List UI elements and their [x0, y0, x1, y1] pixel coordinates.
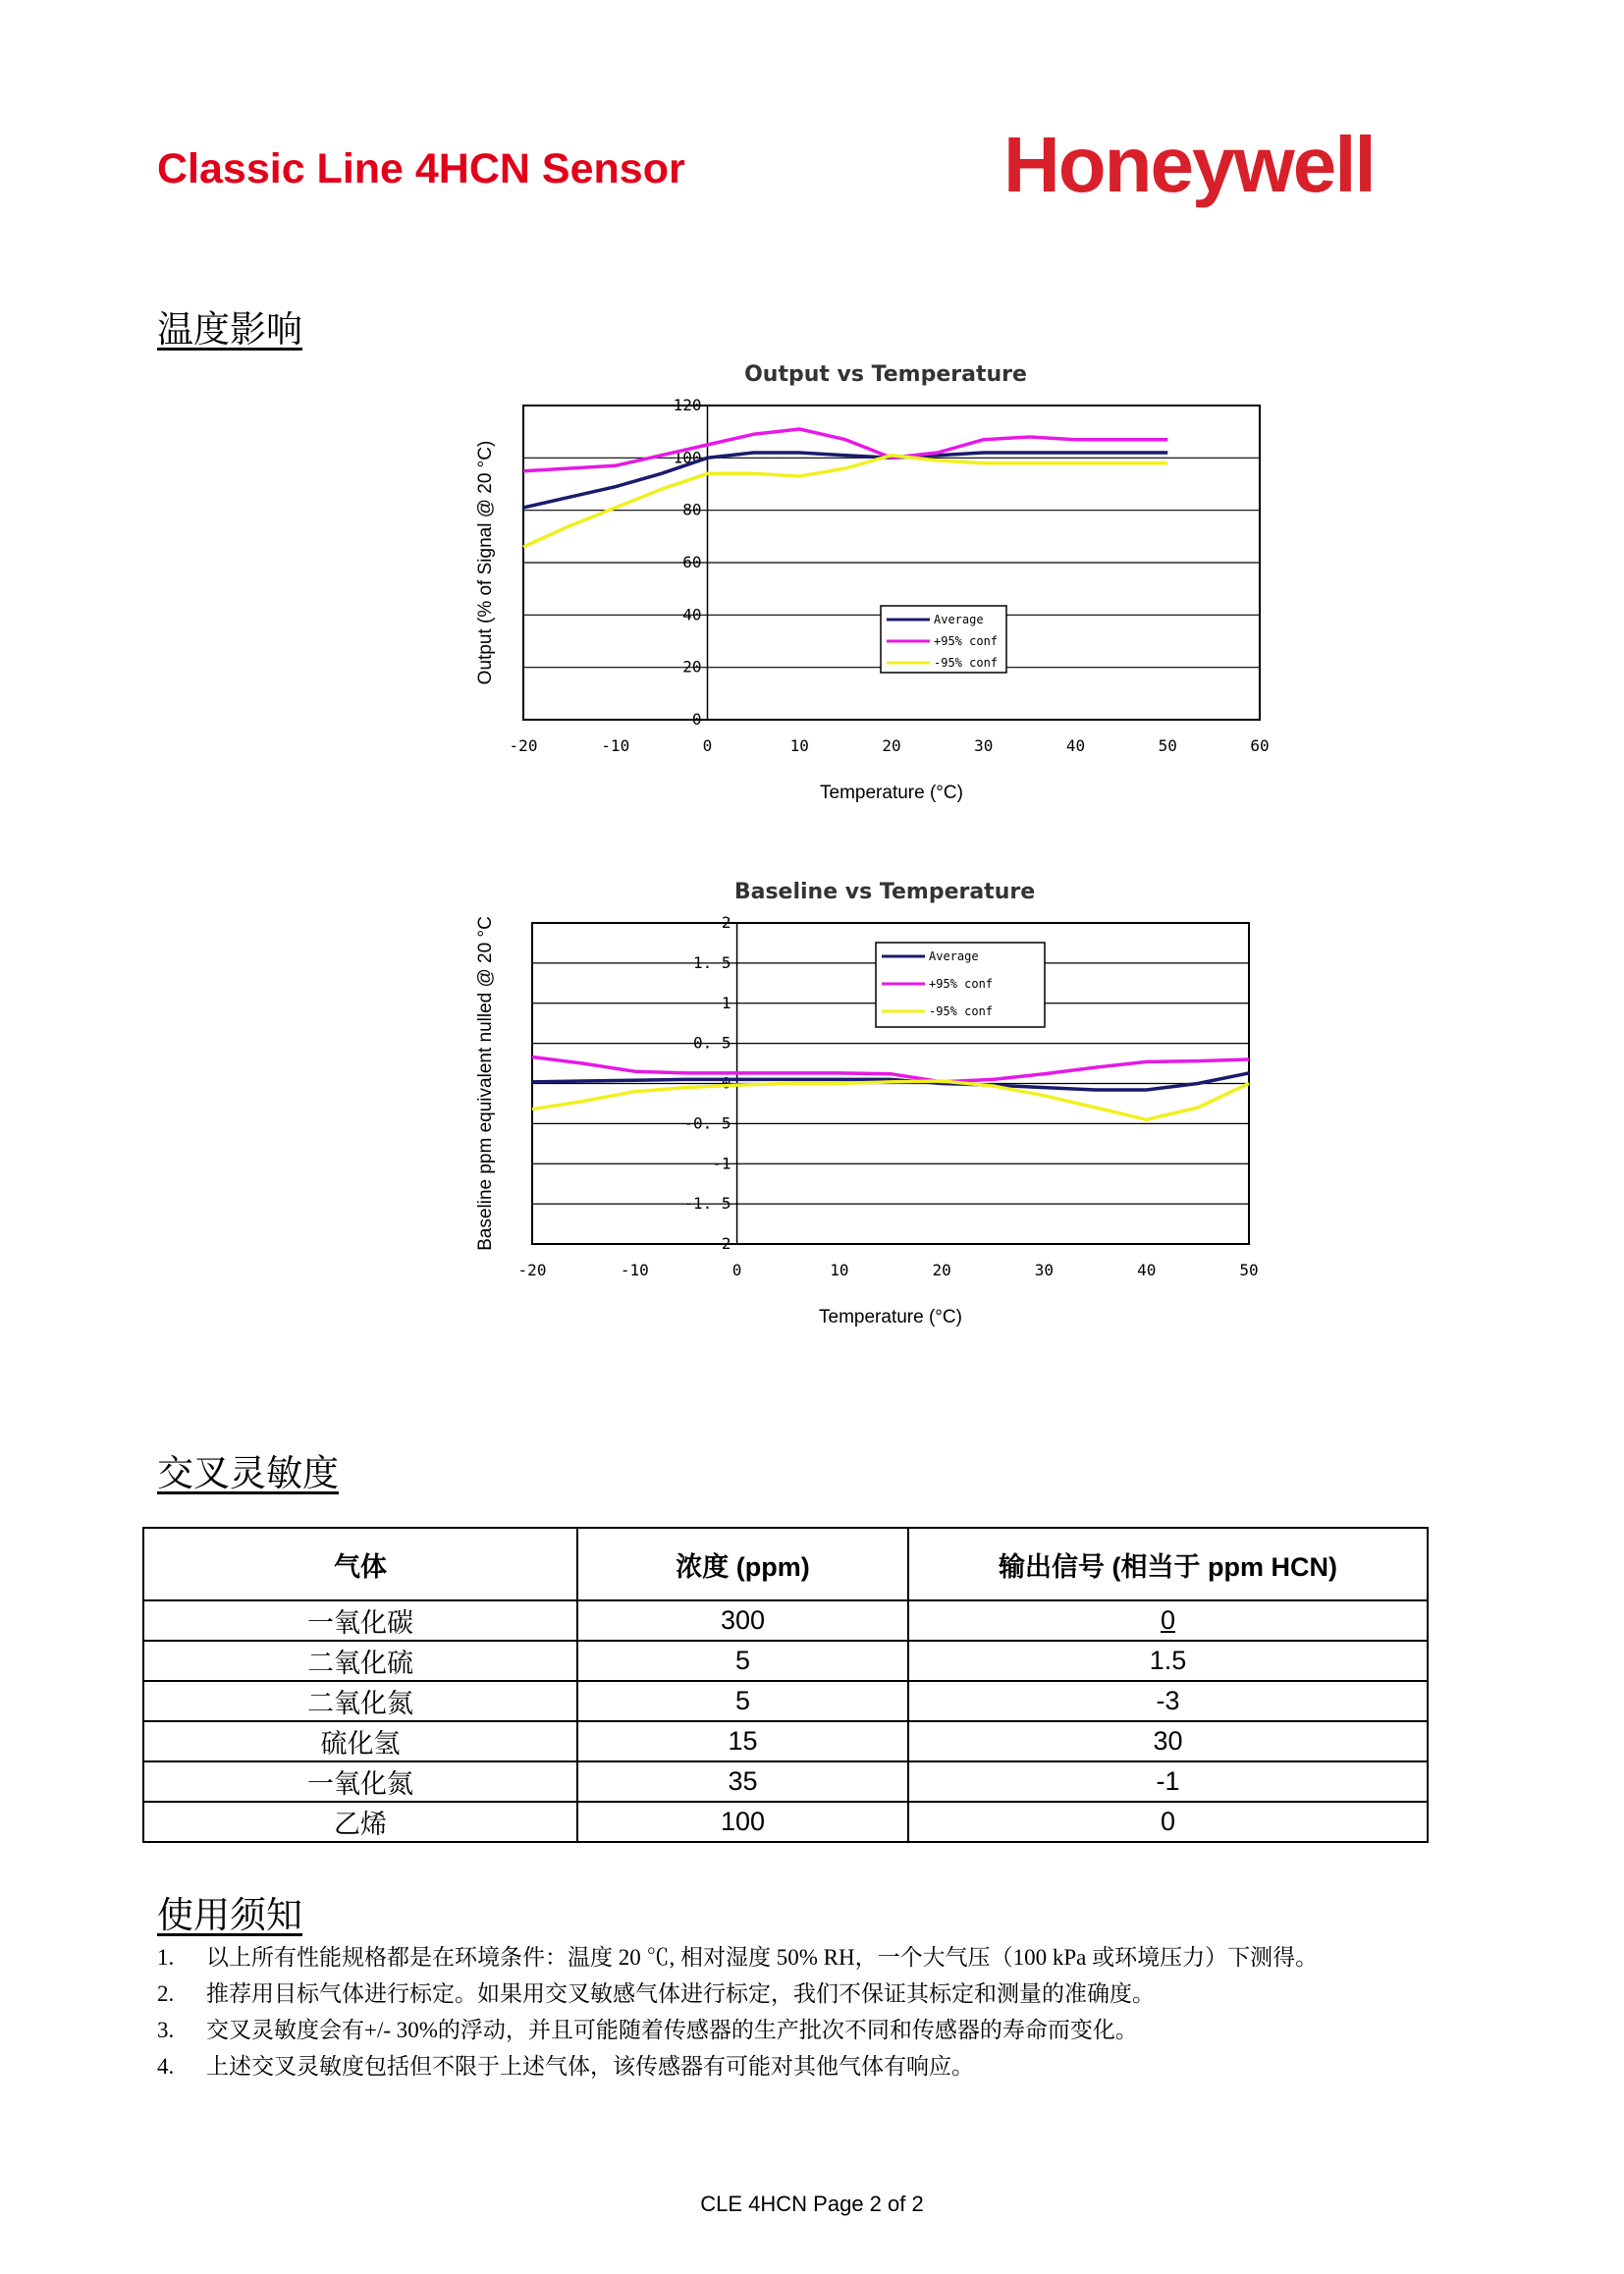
x-tick-label: 50	[1158, 736, 1177, 755]
legend-label: -95% conf	[929, 1004, 994, 1018]
concentration-cell: 5	[577, 1681, 908, 1721]
honeywell-logo: Honeywell	[1003, 121, 1375, 208]
note-text: 以上所有性能规格都是在环境条件：温度 20 ℃, 相对湿度 50% RH，一个大气压（100 kPa 或环境压力）下测得。	[206, 1945, 1319, 1970]
y-tick-label: 0	[691, 710, 702, 729]
legend-label: Average	[929, 949, 979, 963]
column-header-gas: 气体	[143, 1528, 577, 1600]
legend-label: -95% conf	[934, 656, 999, 670]
table-row	[143, 1600, 1428, 1641]
x-axis-label: Temperature (°C)	[820, 783, 963, 803]
gas-cell: 一氧化氮	[143, 1761, 577, 1802]
y-tick-label: 120	[673, 396, 702, 414]
list-item	[157, 1976, 1473, 2012]
concentration-cell: 5	[577, 1641, 908, 1681]
output-cell: -1	[908, 1761, 1428, 1802]
note-number: 4.	[157, 2054, 175, 2079]
output-cell: 0	[908, 1600, 1428, 1641]
cross-sensitivity-table	[142, 1527, 1429, 1843]
x-axis-label: Temperature (°C)	[819, 1307, 962, 1327]
output-cell: -3	[908, 1681, 1428, 1721]
y-tick-label: 60	[682, 553, 702, 571]
output-cell: 0	[908, 1802, 1428, 1842]
concentration-cell: 300	[577, 1600, 908, 1641]
x-tick-label: -10	[601, 736, 630, 755]
x-tick-label: -20	[517, 1261, 547, 1279]
y-tick-label: -2	[712, 1234, 731, 1253]
x-tick-label: 30	[974, 736, 994, 755]
note-number: 3.	[157, 2018, 175, 2042]
note-text: 上述交叉灵敏度包括但不限于上述气体，该传感器有可能对其他气体有响应。	[206, 2054, 974, 2079]
chart-title: Baseline vs Temperature	[733, 880, 1036, 904]
table-row	[143, 1802, 1428, 1842]
x-tick-label: -20	[509, 736, 538, 755]
legend-label: +95% conf	[929, 977, 994, 991]
x-tick-label: 0	[731, 1261, 742, 1279]
table-header-row	[143, 1528, 1428, 1600]
x-tick-label: 40	[1137, 1261, 1157, 1279]
concentration-cell: 35	[577, 1761, 908, 1802]
notes-list	[157, 1939, 1473, 2084]
y-tick-label: 1	[721, 993, 731, 1012]
output-vs-temperature-chart	[452, 349, 1296, 803]
gas-cell: 硫化氢	[143, 1721, 577, 1761]
table-row	[143, 1761, 1428, 1802]
y-tick-label: 0. 5	[693, 1033, 731, 1053]
page-footer: CLE 4HCN Page 2 of 2	[700, 2192, 924, 2216]
y-tick-label: 20	[682, 657, 702, 677]
chart-title: Output vs Temperature	[744, 362, 1027, 387]
y-tick-label: 1. 5	[693, 952, 731, 972]
y-tick-label: 0	[721, 1073, 731, 1093]
y-tick-label: 2	[721, 913, 731, 932]
table-row	[143, 1641, 1428, 1681]
column-header-concentration: 浓度 (ppm)	[577, 1528, 908, 1600]
table-row	[143, 1721, 1428, 1761]
note-number: 1.	[157, 1945, 175, 1970]
document-title: Classic Line 4HCN Sensor	[157, 145, 685, 192]
gas-cell: 二氧化硫	[143, 1641, 577, 1681]
y-tick-label: 40	[682, 605, 702, 624]
legend-label: +95% conf	[934, 634, 999, 648]
note-number: 2.	[157, 1981, 175, 2006]
x-tick-label: 10	[830, 1261, 849, 1279]
list-item	[157, 2048, 1473, 2084]
baseline-vs-temperature-chart	[452, 854, 1296, 1327]
section-heading-temperature: 温度影响	[157, 308, 302, 351]
y-tick-label: 80	[682, 500, 702, 519]
y-tick-label: -1. 5	[683, 1194, 731, 1214]
y-axis-label: Output (% of Signal @ 20 °C)	[475, 440, 496, 685]
x-tick-label: 40	[1065, 736, 1086, 755]
x-tick-label: 20	[932, 1261, 951, 1279]
gas-cell: 一氧化碳	[143, 1600, 577, 1641]
list-item	[157, 1939, 1473, 1976]
x-tick-label: 50	[1239, 1261, 1259, 1279]
y-tick-label: -1	[712, 1154, 731, 1173]
x-tick-label: 30	[1034, 1261, 1055, 1279]
y-tick-label: 100	[673, 448, 702, 467]
legend-label: Average	[934, 613, 984, 626]
y-tick-label: -0. 5	[683, 1113, 731, 1133]
y-axis-label: Baseline ppm equivalent nulled @ 20 °C	[475, 916, 496, 1251]
note-text: 推荐用目标气体进行标定。如果用交叉敏感气体进行标定，我们不保证其标定和测量的准确度。	[206, 1981, 1155, 2006]
list-item	[157, 2012, 1473, 2048]
section-heading-cross-sensitivity: 交叉灵敏度	[157, 1452, 339, 1494]
table-row	[143, 1681, 1428, 1721]
x-tick-label: 10	[789, 736, 809, 755]
column-header-output-signal: 输出信号 (相当于 ppm HCN)	[908, 1528, 1428, 1600]
x-tick-label: 20	[882, 736, 901, 755]
concentration-cell: 15	[577, 1721, 908, 1761]
section-heading-notes: 使用须知	[157, 1894, 302, 1936]
output-cell: 30	[908, 1721, 1428, 1761]
x-tick-label: 0	[702, 736, 713, 755]
concentration-cell: 100	[577, 1802, 908, 1842]
output-cell: 1.5	[908, 1641, 1428, 1681]
gas-cell: 乙烯	[143, 1802, 577, 1842]
note-text: 交叉灵敏度会有+/- 30%的浮动，并且可能随着传感器的生产批次不同和传感器的寿命而变化。	[206, 2018, 1138, 2042]
x-tick-label: -10	[620, 1261, 649, 1279]
x-tick-label: 60	[1250, 736, 1270, 755]
gas-cell: 二氧化氮	[143, 1681, 577, 1721]
